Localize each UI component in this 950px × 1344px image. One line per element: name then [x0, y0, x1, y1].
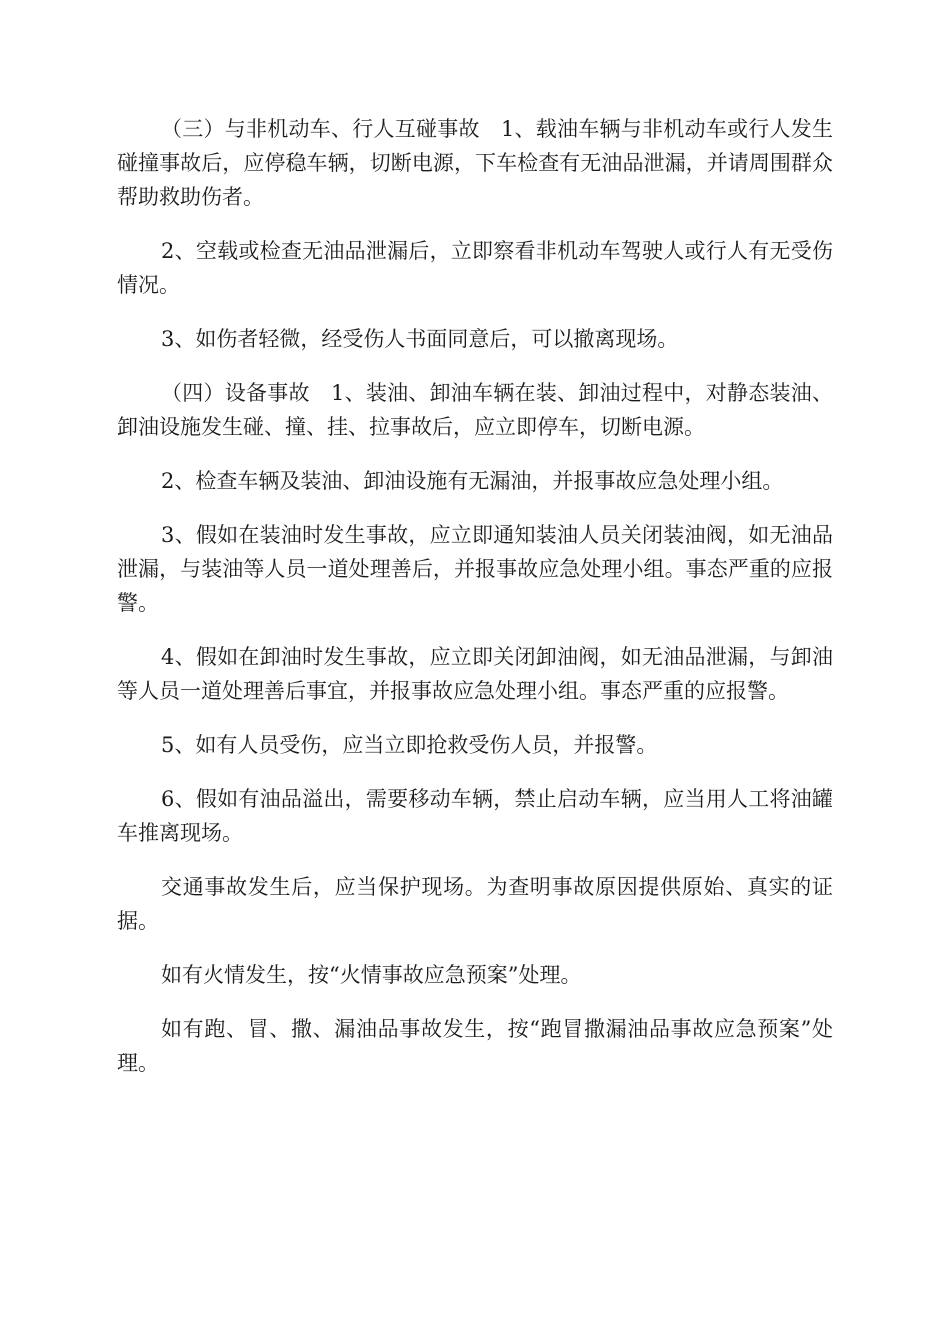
paragraph-non-motor-collision: （三）与非机动车、行人互碰事故 1、载油车辆与非机动车或行人发生碰撞事故后，应停稳车辆，切断电源，下车检查有无油品泄漏，并请周围群众帮助救助伤者。: [117, 117, 833, 209]
paragraph-unloading-accident: 4、假如在卸油时发生事故，应立即关闭卸油阀，如无油品泄漏，与卸油等人员一道处理善后事宜，并报事故应急处理小组。事态严重的应报警。: [117, 645, 833, 703]
paragraph-leak-plan: 如有跑、冒、撒、漏油品事故发生，按“跑冒撒漏油品事故应急预案”处理。: [117, 1017, 833, 1075]
paragraph-check-injury: 2、空载或检查无油品泄漏后，立即察看非机动车驾驶人或行人有无受伤情况。: [117, 239, 833, 297]
paragraph-protect-scene: 交通事故发生后，应当保护现场。为查明事故原因提供原始、真实的证据。: [117, 875, 833, 933]
paragraph-personnel-injury: 5、如有人员受伤，应当立即抢救受伤人员，并报警。: [161, 733, 658, 757]
paragraph-fire-plan: 如有火情发生，按“火情事故应急预案”处理。: [161, 963, 582, 987]
paragraph-equipment-accident: （四）设备事故 1、装油、卸油车辆在装、卸油过程中，对静态装油、卸油设施发生碰、撞、挂、拉事故后，应立即停车，切断电源。: [117, 381, 833, 439]
paragraph-loading-accident: 3、假如在装油时发生事故，应立即通知装油人员关闭装油阀，如无油品泄漏，与装油等人员一道处理善后，并报事故应急处理小组。事态严重的应报警。: [117, 523, 833, 615]
document-body: [117, 112, 833, 1100]
paragraph-check-leak: 2、检查车辆及装油、卸油设施有无漏油，并报事故应急处理小组。: [161, 469, 784, 493]
paragraph-minor-injury: 3、如伤者轻微，经受伤人书面同意后，可以撤离现场。: [161, 327, 679, 351]
paragraph-oil-spill: 6、假如有油品溢出，需要移动车辆，禁止启动车辆，应当用人工将油罐车推离现场。: [117, 787, 833, 845]
